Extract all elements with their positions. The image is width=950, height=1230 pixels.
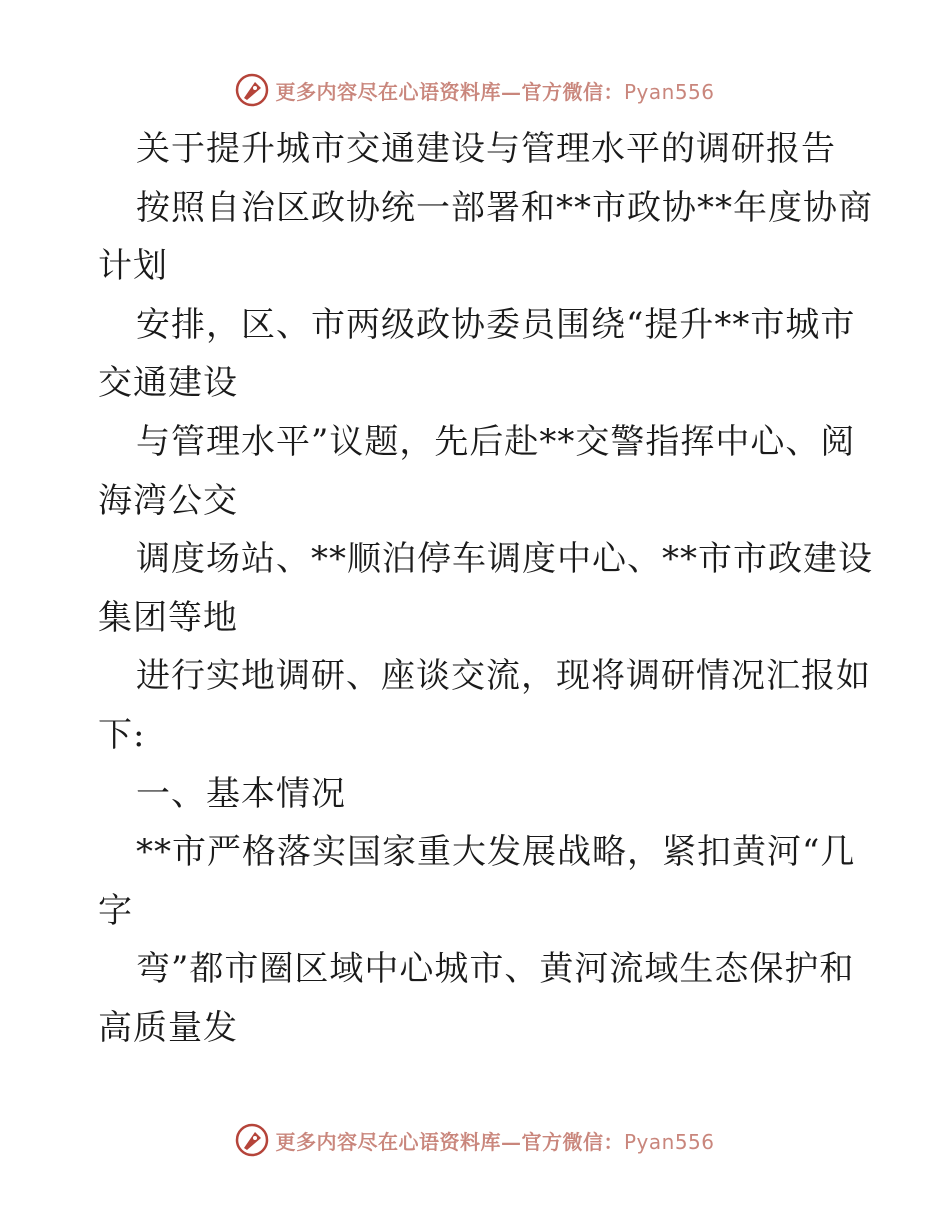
watermark-text: 更多内容尽在心语资料库—官方微信：Pyan556 [275,1129,715,1154]
text-line: 关于提升城市交通建设与管理水平的调研报告 [136,129,836,169]
text-line: 高质量发 [98,1007,238,1048]
text-line: 弯”都市圈区域中心城市、黄河流域生态保护和 [136,949,855,990]
watermark-text: 更多内容尽在心语资料库—官方微信：Pyan556 [275,79,715,104]
text-line: 计划 [98,246,168,287]
text-line: 集团等地 [98,597,238,638]
text-line: 调度场站、**顺泊停车调度中心、**市市政建设 [136,539,873,580]
watermark-banner-bottom [0,1120,950,1160]
text-line: 下: [98,714,146,755]
text-line: 海湾公交 [98,480,238,521]
text-line: 与管理水平”议题，先后赴**交警指挥中心、阅 [136,421,856,462]
text-line: 字 [98,890,133,931]
pen-nib-logo-icon [235,73,269,107]
text-line: 按照自治区政协统一部署和**市政协**年度协商 [136,187,873,228]
text-line: **市严格落实国家重大发展战略，紧扣黄河“几 [136,832,856,873]
text-line: 安排，区、市两级政协委员围绕“提升**市城市 [136,304,856,345]
watermark-banner-top [0,70,950,110]
text-line: 一、基本情况 [136,773,346,814]
text-line: 交通建设 [98,363,238,404]
pen-nib-logo-icon [235,1123,269,1157]
text-line: 进行实地调研、座谈交流，现将调研情况汇报如 [136,656,871,697]
document-body [98,120,873,1058]
